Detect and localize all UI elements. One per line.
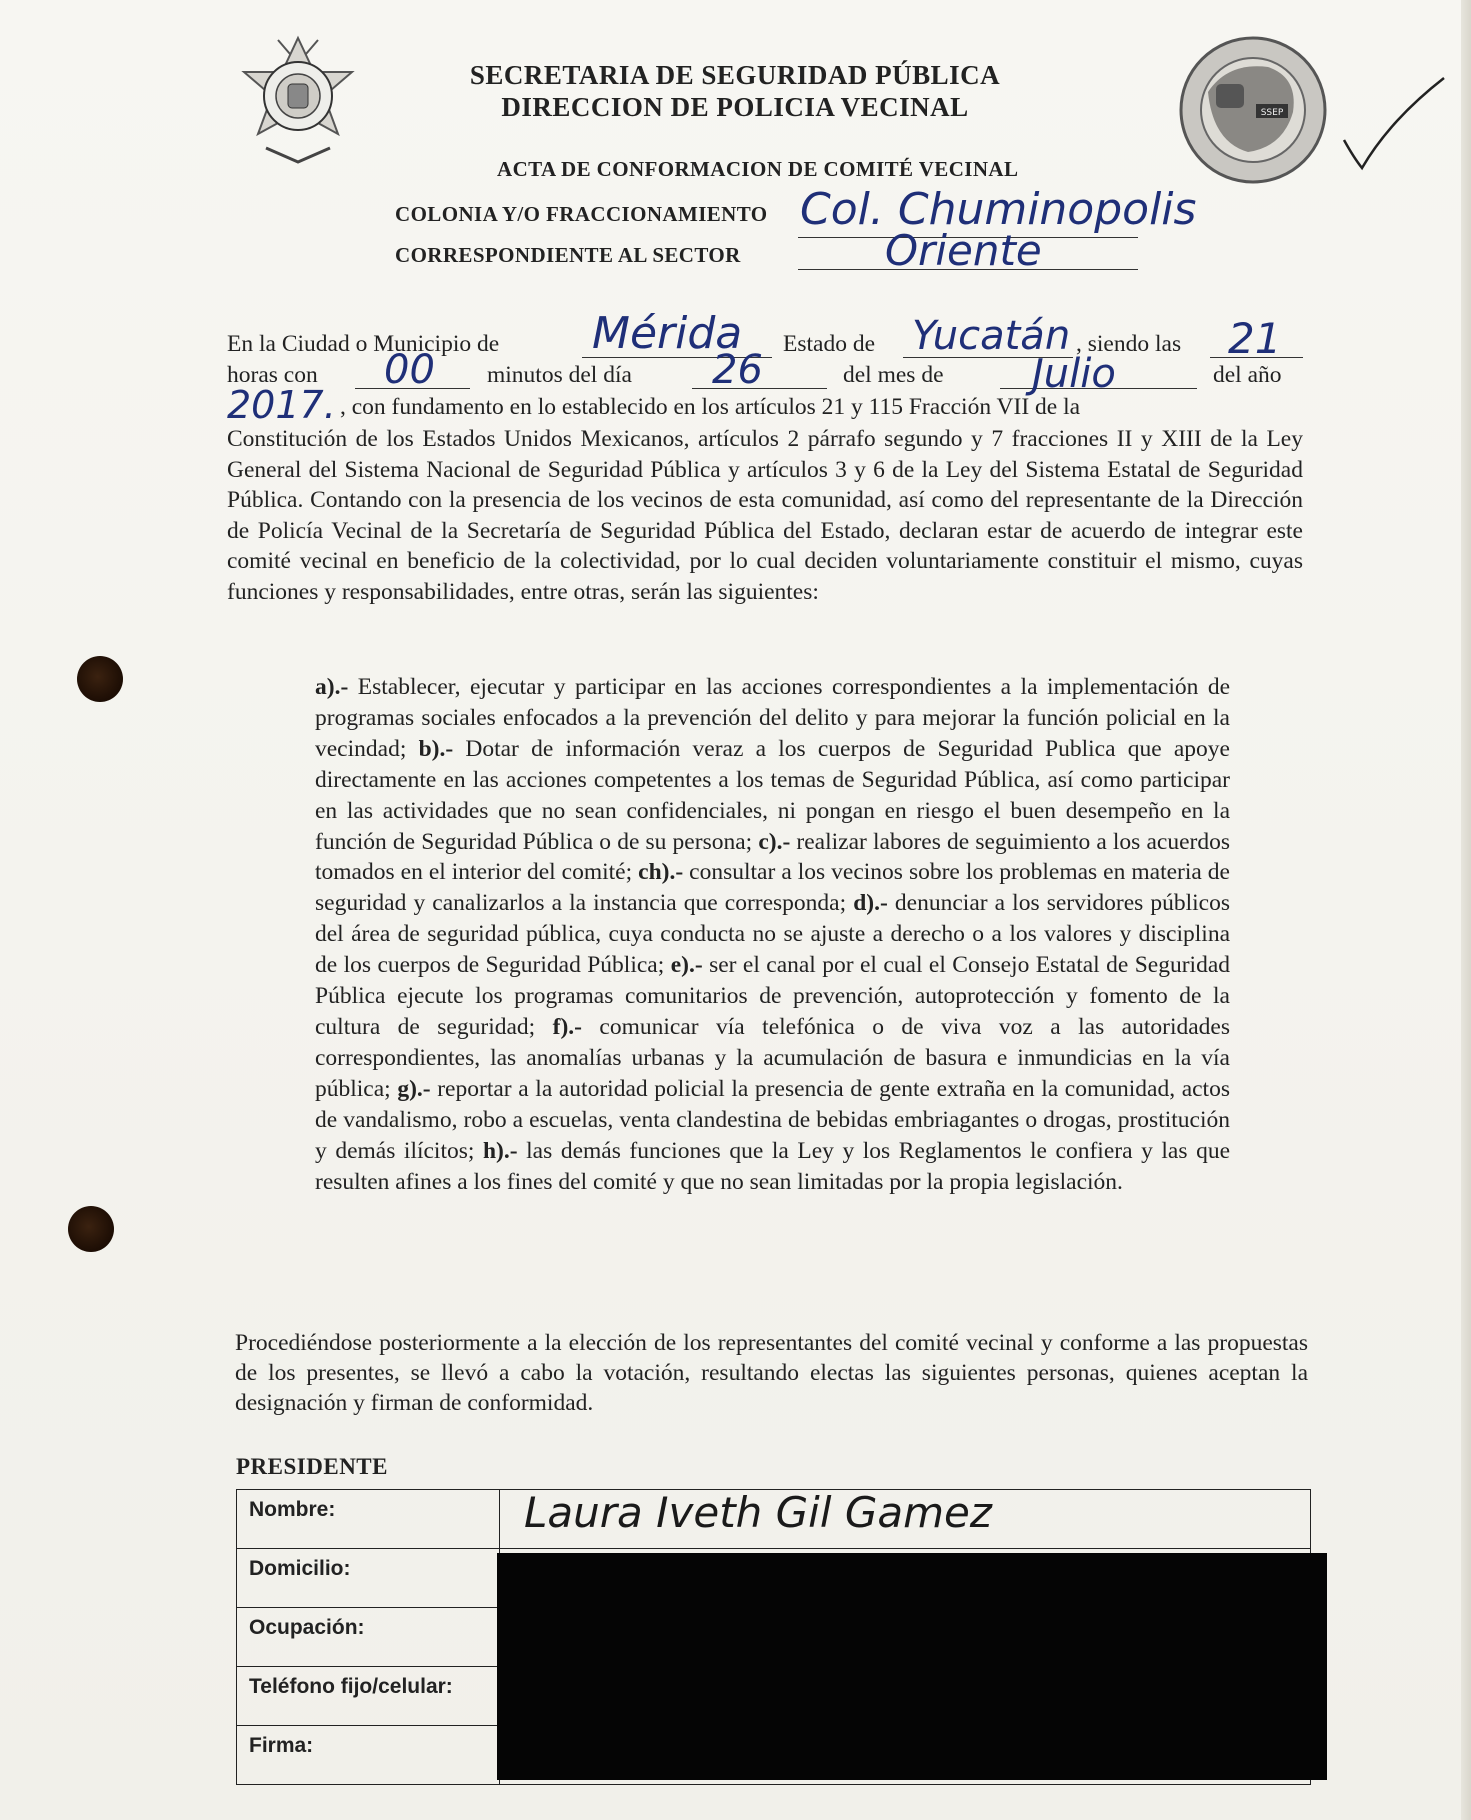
nombre-label: Nombre: xyxy=(237,1490,500,1549)
estado-value: Yucatán xyxy=(912,313,1071,359)
minutos-value: 00 xyxy=(384,347,435,393)
intro-text-1: En la Ciudad o Municipio de xyxy=(227,331,500,357)
seal-badge-text: SSEP xyxy=(1260,108,1284,118)
nombre-cell xyxy=(500,1490,1311,1549)
item-f: comunicar vía telefónica o de viva voz a las autoridades correspondientes, las anomalías urbanas y la acumulación de basura e inmundicias en la vía pública; xyxy=(315,1013,1230,1102)
ocupacion-label: Ocupación: xyxy=(237,1608,500,1667)
item-e: ser el canal por el cual el Consejo Estatal de Seguridad Pública ejecute los programas comunitarios de prevención, autoprotección y fomento de la cultura de seguridad; xyxy=(315,952,1231,1040)
municipio-value: Mérida xyxy=(592,308,743,359)
hora-value: 21 xyxy=(1228,314,1282,363)
item-a: Establecer, ejecutar y participar en las acciones correspondientes a la implementación de programas sociales enfocados a la prevención del delito y para mejorar la función policial en la vecindad; xyxy=(315,674,1230,762)
item-f-key: f).- xyxy=(552,1013,582,1040)
consejo-seal xyxy=(1168,32,1338,192)
item-h-key: h).- xyxy=(482,1137,518,1164)
intro-text-7: del año xyxy=(1213,362,1282,388)
intro-paragraph: Constitución de los Estados Unidos Mexicanos, artículos 2 párrafo segundo y 7 fracciones II y XIII de la Ley General del Sistema Nacional de Seguridad Pública y artículos 3 y 6 de la Ley del Sistema Estatal de Seguridad Pública. Contando con la presencia de los vecinos de esta comunidad, así como del representante de la Dirección de Policía Vecinal de la Secretaría de Seguridad Pública del Estado, declaran estar de acuerdo de integrar este comité vecinal en beneficio de la colectividad, por lo cual deciden voluntariamente constituir el mismo, cuyas funciones y responsabilidades, entre otras, serán las siguientes: xyxy=(227,426,1303,605)
intro-text-3: , siendo las xyxy=(1076,331,1182,357)
intro-text-6: del mes de xyxy=(843,362,944,388)
firma-label: Firma: xyxy=(237,1726,500,1785)
header-line1: SECRETARIA DE SEGURIDAD PÚBLICA xyxy=(469,60,1001,90)
check-mark-icon xyxy=(1340,70,1450,180)
intro-text-2: Estado de xyxy=(783,331,876,357)
act-title: ACTA DE CONFORMACION DE COMITÉ VECINAL xyxy=(497,157,1019,181)
election-paragraph: Procediéndose posteriormente a la elección de los representantes del comité vecinal y conforme a las propuestas de los presentes, se llevó a cabo la votación, resultando electas las siguientes personas, quienes aceptan la designación y firman de conformidad. xyxy=(235,1330,1308,1416)
header-line2: DIRECCION DE POLICIA VECINAL xyxy=(501,92,969,122)
intro-text-8: , con fundamento en lo establecido en los artículos 21 y 115 Fracción VII de la xyxy=(340,394,1081,420)
item-a-key: a).- xyxy=(315,674,349,700)
item-g-key: g).- xyxy=(397,1075,431,1102)
intro-text-5: minutos del día xyxy=(487,362,632,388)
item-b: Dotar de información veraz a los cuerpos de Seguridad Publica que apoye directamente en las acciones competentes a los temas de Seguridad Pública, así como participar en las actividades que no sean confidenciales, ni pongan en riesgo el buen desempeño en la función de Seguridad Pública o de su persona; xyxy=(315,735,1230,855)
telefono-label: Teléfono fijo/celular: xyxy=(237,1667,500,1726)
form-row-nombre xyxy=(237,1490,1311,1549)
sector-value: Oriente xyxy=(885,226,1042,275)
nombre-value: Laura Iveth Gil Gamez xyxy=(524,1488,992,1537)
item-ch: consultar a los vecinos sobre los problemas en materia de seguridad y canalizarlos a la instancia que corresponda; xyxy=(315,859,1230,917)
punch-hole-bottom xyxy=(68,1206,114,1252)
president-section-label: PRESIDENTE xyxy=(236,1454,388,1479)
item-c-key: c).- xyxy=(758,828,791,855)
item-e-key: e).- xyxy=(670,952,703,979)
punch-hole-top xyxy=(77,656,123,702)
item-h: las demás funciones que la Ley y los Reglamentos le confiera y las que resulten afines a los fines del comité y que no sean limitadas por la propia legislación. xyxy=(315,1137,1230,1195)
mes-value: Julio xyxy=(1032,351,1116,397)
domicilio-label: Domicilio: xyxy=(237,1549,500,1608)
item-ch-key: ch).- xyxy=(638,859,684,886)
item-b-key: b).- xyxy=(418,735,454,762)
page-edge xyxy=(1461,0,1471,1820)
intro-text-4: horas con xyxy=(227,362,318,388)
item-d-key: d).- xyxy=(853,890,888,917)
item-c: realizar labores de seguimiento a los acuerdos tomados en el interior del comité; xyxy=(315,828,1230,886)
colonia-label: COLONIA Y/O FRACCIONAMIENTO xyxy=(395,202,768,226)
item-d: denunciar a los servidores públicos del área de seguridad pública, cuya conducta no se ajuste a derecho o a los valores y disciplina de los cuerpos de Seguridad Pública; xyxy=(315,890,1230,979)
colonia-value: Col. Chuminopolis xyxy=(800,184,1197,235)
functions-paragraph xyxy=(315,672,1230,1197)
dia-value: 26 xyxy=(712,347,763,393)
redaction-box xyxy=(497,1553,1327,1780)
anio-value: 2017. xyxy=(227,383,336,427)
item-g: reportar a la autoridad policial la presencia de gente extraña en la comunidad, actos de vandalismo, robo a escuelas, venta clandestina de bebidas embriagantes o drogas, prostitución y demás ilícitos; xyxy=(315,1075,1230,1164)
sector-label: CORRESPONDIENTE AL SECTOR xyxy=(395,243,741,267)
